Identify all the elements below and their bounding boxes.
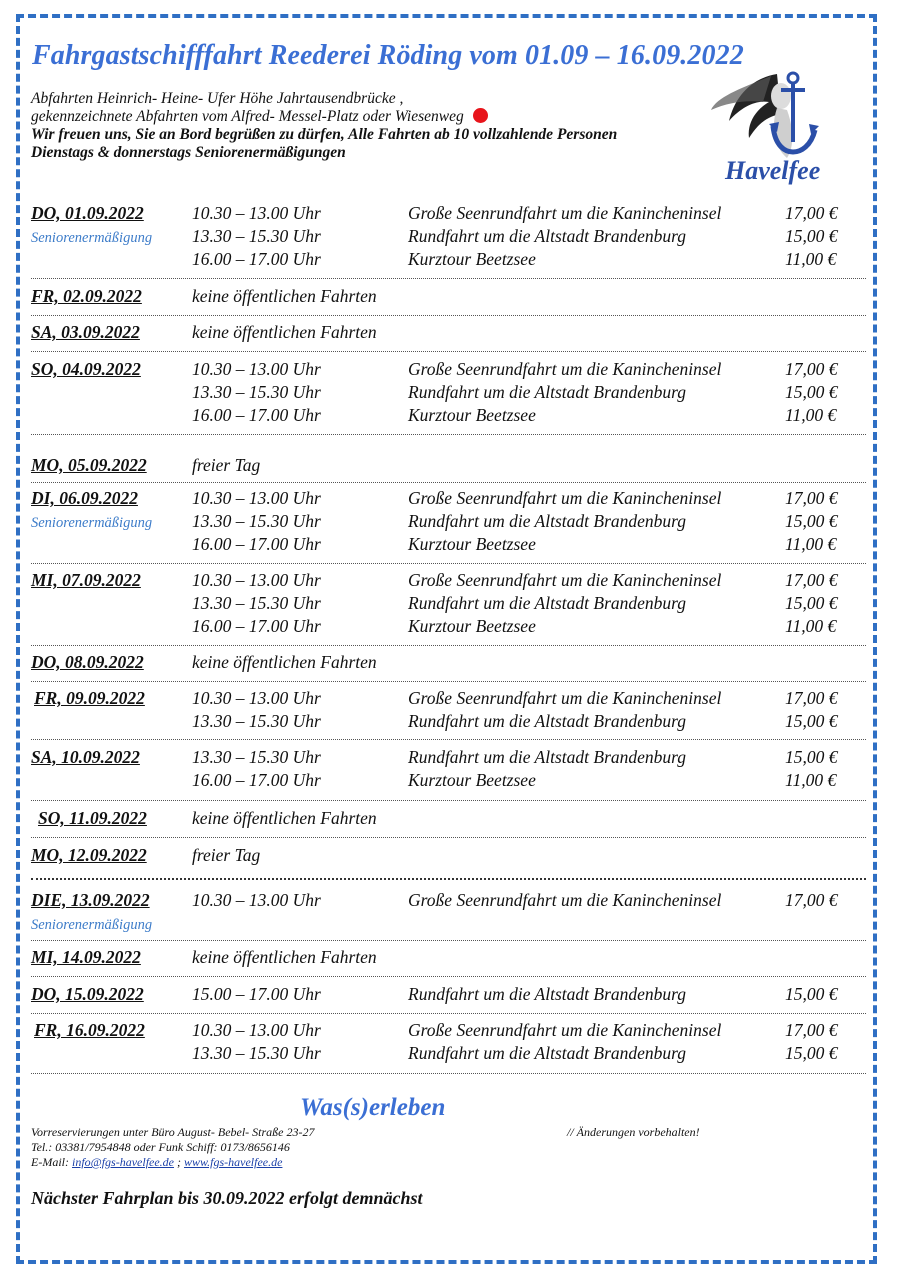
trip-route: Kurztour Beetzsee (408, 616, 536, 636)
trip-row (31, 203, 871, 226)
reservation-info: Vorreservierungen unter Büro August- Bebel- Straße 23-27 (31, 1125, 315, 1139)
day-note: keine öffentlichen Fahrten (192, 286, 377, 306)
website-link[interactable]: www.fgs-havelfee.de (184, 1155, 283, 1169)
day-block (31, 688, 871, 734)
trip-route: Rundfahrt um die Altstadt Brandenburg (408, 984, 687, 1004)
day-block (31, 359, 871, 429)
trip-row (31, 570, 871, 593)
trip-route: Rundfahrt um die Altstadt Brandenburg (408, 593, 687, 613)
senior-discount-label: Seniorenermäßigung (31, 515, 153, 531)
separator (31, 800, 866, 801)
trip-price: 11,00 € (785, 770, 837, 790)
trip-time: 10.30 – 13.00 Uhr (192, 688, 321, 708)
day-label: SA, 10.09.2022 (31, 747, 140, 767)
day-label: DO, 08.09.2022 (31, 652, 144, 672)
trip-price: 17,00 € (785, 688, 838, 708)
trip-price: 15,00 € (785, 711, 838, 731)
next-plan-note: Nächster Fahrplan bis 30.09.2022 erfolgt demnächst (31, 1188, 423, 1208)
trip-route: Kurztour Beetzsee (408, 534, 536, 554)
trip-route: Große Seenrundfahrt um die Kanincheninsel (408, 1020, 722, 1040)
trip-price: 15,00 € (785, 984, 838, 1004)
day-label: DI, 06.09.2022 (31, 488, 138, 508)
trip-row (31, 226, 871, 249)
trip-price: 11,00 € (785, 405, 837, 425)
separator (31, 645, 866, 646)
separator (31, 351, 866, 352)
separator (31, 681, 866, 682)
intro-line-departure: Abfahrten Heinrich- Heine- Ufer Höhe Jahrtausendbrücke , (31, 90, 404, 107)
trip-route: Kurztour Beetzsee (408, 770, 536, 790)
intro-line-senior: Dienstags & donnerstags Seniorenermäßigungen (31, 144, 346, 161)
trip-row (31, 488, 871, 511)
trip-time: 10.30 – 13.00 Uhr (192, 359, 321, 379)
day-label: MO, 12.09.2022 (31, 845, 147, 865)
trip-row (31, 984, 871, 1007)
separator (31, 837, 866, 838)
trip-row (31, 405, 871, 428)
trip-price: 17,00 € (785, 359, 838, 379)
day-label: FR, 02.09.2022 (31, 286, 142, 306)
trip-row (31, 593, 871, 616)
trip-route: Große Seenrundfahrt um die Kanincheninsel (408, 203, 722, 223)
day-label: FR, 09.09.2022 (34, 688, 145, 708)
trip-time: 16.00 – 17.00 Uhr (192, 249, 321, 269)
trip-time: 15.00 – 17.00 Uhr (192, 984, 321, 1004)
page-title: Fahrgastschifffahrt Reederei Röding vom 01.09 – 16.09.2022 (32, 40, 744, 71)
trip-row (31, 1020, 871, 1043)
trip-price: 17,00 € (785, 488, 838, 508)
trip-time: 13.30 – 15.30 Uhr (192, 511, 321, 531)
day-block (31, 747, 871, 793)
trip-time: 10.30 – 13.00 Uhr (192, 488, 321, 508)
trip-route: Rundfahrt um die Altstadt Brandenburg (408, 711, 687, 731)
day-label: MI, 07.09.2022 (31, 570, 141, 590)
email-prefix: E-Mail: (31, 1155, 69, 1169)
separator (31, 434, 866, 435)
trip-price: 11,00 € (785, 534, 837, 554)
trip-time: 10.30 – 13.00 Uhr (192, 570, 321, 590)
trip-row (31, 770, 871, 793)
day-label: DO, 15.09.2022 (31, 984, 144, 1004)
day-label: DO, 01.09.2022 (31, 203, 144, 223)
day-label: SA, 03.09.2022 (31, 322, 140, 342)
trip-row (31, 616, 871, 639)
trip-row (31, 511, 871, 534)
trip-time: 16.00 – 17.00 Uhr (192, 616, 321, 636)
trip-time: 13.30 – 15.30 Uhr (192, 747, 321, 767)
changes-note: // Änderungen vorbehalten! (567, 1125, 700, 1139)
trip-price: 15,00 € (785, 382, 838, 402)
trip-time: 10.30 – 13.00 Uhr (192, 1020, 321, 1040)
trip-time: 10.30 – 13.00 Uhr (192, 203, 321, 223)
email-link[interactable]: info@fgs-havelfee.de (72, 1155, 175, 1169)
day-label: SO, 04.09.2022 (31, 359, 141, 379)
logo-text: Havelfee (725, 156, 821, 185)
trip-row (31, 688, 871, 711)
day-block (31, 322, 871, 344)
trip-time: 10.30 – 13.00 Uhr (192, 890, 321, 910)
day-block (31, 984, 871, 1006)
separator (31, 878, 866, 880)
separator (31, 1013, 866, 1014)
day-note: keine öffentlichen Fahrten (192, 652, 377, 672)
trip-route: Rundfahrt um die Altstadt Brandenburg (408, 226, 687, 246)
trip-route: Rundfahrt um die Altstadt Brandenburg (408, 1043, 687, 1063)
trip-price: 15,00 € (785, 593, 838, 613)
day-block (31, 845, 871, 867)
day-block (31, 947, 871, 969)
trip-time: 16.00 – 17.00 Uhr (192, 405, 321, 425)
trip-price: 15,00 € (785, 747, 838, 767)
trip-row (31, 534, 871, 557)
day-block (31, 570, 871, 640)
trip-time: 13.30 – 15.30 Uhr (192, 226, 321, 246)
separator (31, 739, 866, 740)
day-note: freier Tag (192, 845, 261, 865)
trip-route: Große Seenrundfahrt um die Kanincheninsel (408, 570, 722, 590)
day-block (31, 455, 871, 477)
intro-marked-text: gekennzeichnete Abfahrten vom Alfred- Messel-Platz oder Wiesenweg (31, 108, 464, 125)
trip-row (31, 747, 871, 770)
day-note: keine öffentlichen Fahrten (192, 947, 377, 967)
trip-price: 17,00 € (785, 890, 838, 910)
day-block (31, 286, 871, 308)
separator (31, 315, 866, 316)
trip-row (31, 249, 871, 272)
day-label: MO, 05.09.2022 (31, 455, 147, 475)
havelfee-logo (707, 66, 857, 194)
separator (31, 976, 866, 977)
trip-route: Große Seenrundfahrt um die Kanincheninsel (408, 488, 722, 508)
separator (31, 563, 866, 564)
day-label: FR, 16.09.2022 (34, 1020, 145, 1040)
day-note: freier Tag (192, 455, 261, 475)
day-block (31, 808, 871, 830)
slogan: Was(s)erleben (300, 1094, 446, 1121)
trip-route: Kurztour Beetzsee (408, 249, 536, 269)
trip-time: 13.30 – 15.30 Uhr (192, 382, 321, 402)
separator (31, 278, 866, 279)
trip-route: Kurztour Beetzsee (408, 405, 536, 425)
trip-price: 15,00 € (785, 1043, 838, 1063)
intro-line-marked (31, 108, 617, 126)
trip-price: 17,00 € (785, 203, 838, 223)
trip-price: 11,00 € (785, 616, 837, 636)
trip-price: 17,00 € (785, 570, 838, 590)
trip-time: 13.30 – 15.30 Uhr (192, 711, 321, 731)
day-note: keine öffentlichen Fahrten (192, 808, 377, 828)
trip-route: Rundfahrt um die Altstadt Brandenburg (408, 747, 687, 767)
intro-block (31, 90, 617, 162)
senior-discount-label: Seniorenermäßigung (31, 230, 153, 246)
trip-price: 15,00 € (785, 226, 838, 246)
day-block (31, 652, 871, 674)
trip-route: Rundfahrt um die Altstadt Brandenburg (408, 511, 687, 531)
day-block (31, 203, 871, 273)
trip-row (31, 359, 871, 382)
trip-route: Große Seenrundfahrt um die Kanincheninsel (408, 688, 722, 708)
senior-discount-label: Seniorenermäßigung (31, 917, 153, 933)
trip-price: 15,00 € (785, 511, 838, 531)
separator (31, 940, 866, 941)
day-block (31, 488, 871, 558)
red-dot-icon (473, 108, 488, 123)
trip-row (31, 890, 871, 913)
separator (31, 482, 866, 483)
day-label: MI, 14.09.2022 (31, 947, 141, 967)
trip-route: Große Seenrundfahrt um die Kanincheninsel (408, 890, 722, 910)
day-block (31, 890, 871, 936)
day-label: DIE, 13.09.2022 (31, 890, 150, 910)
trip-row (31, 1043, 871, 1066)
trip-route: Große Seenrundfahrt um die Kanincheninsel (408, 359, 722, 379)
intro-line-welcome: Wir freuen uns, Sie an Bord begrüßen zu dürfen, Alle Fahrten ab 10 vollzahlende Personen (31, 126, 618, 143)
trip-time: 13.30 – 15.30 Uhr (192, 1043, 321, 1063)
trip-price: 17,00 € (785, 1020, 838, 1040)
day-label: SO, 11.09.2022 (38, 808, 147, 828)
trip-time: 16.00 – 17.00 Uhr (192, 534, 321, 554)
trip-route: Rundfahrt um die Altstadt Brandenburg (408, 382, 687, 402)
trip-time: 13.30 – 15.30 Uhr (192, 593, 321, 613)
phone-info: Tel.: 03381/7954848 oder Funk Schiff: 0173/8656146 (31, 1140, 290, 1154)
trip-row (31, 382, 871, 405)
contact-separator: ; (177, 1155, 182, 1169)
trip-row (31, 711, 871, 734)
trip-time: 16.00 – 17.00 Uhr (192, 770, 321, 790)
day-note: keine öffentlichen Fahrten (192, 322, 377, 342)
trip-price: 11,00 € (785, 249, 837, 269)
separator (31, 1073, 866, 1074)
day-block (31, 1020, 871, 1066)
contact-line (31, 1155, 282, 1170)
